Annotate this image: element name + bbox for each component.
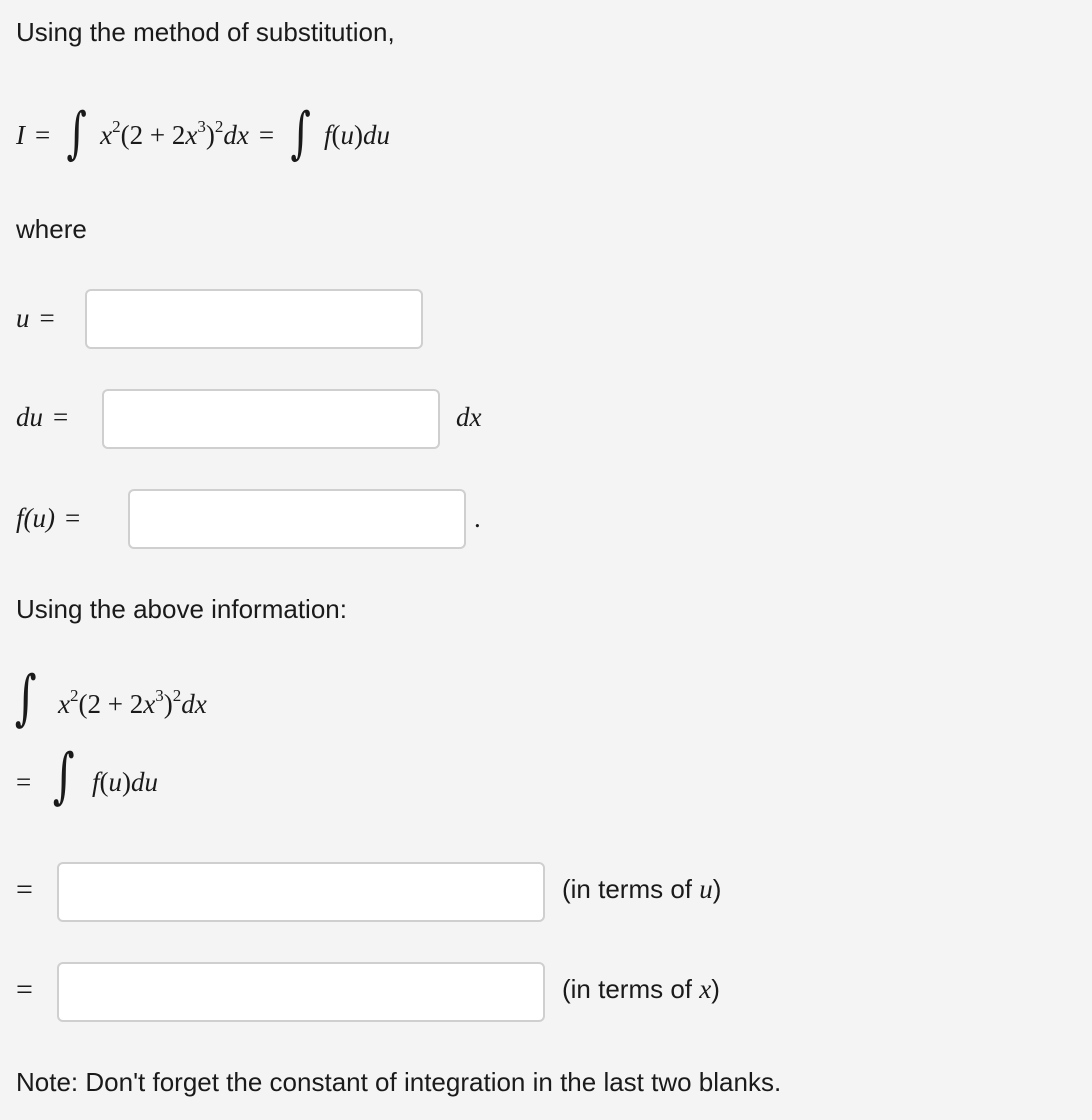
answer-x-input[interactable] [57, 962, 545, 1022]
note-text: Note: Don't forget the constant of integration in the last two blanks. [16, 1067, 782, 1097]
where-label: where [16, 214, 87, 244]
integral-sign-icon: ∫ [52, 741, 75, 811]
integral-sign-icon: ∫ [14, 663, 37, 733]
du-suffix: dx [456, 402, 482, 432]
intro-text: Using the method of substitution, [16, 17, 395, 47]
above-info-label: Using the above information: [16, 594, 347, 624]
integral-sign-icon: ∫ [66, 101, 88, 166]
equals-sign: = [16, 873, 33, 906]
equals-sign: = [16, 767, 32, 797]
u-input[interactable] [85, 289, 423, 349]
answer-u-input[interactable] [57, 862, 545, 922]
in-terms-of-u-hint: (in terms of u) [562, 874, 722, 904]
integral-label: I [16, 120, 25, 150]
in-terms-of-x-hint: (in terms of x) [562, 974, 720, 1004]
integral-equation: I = ∫ $x^2(2 + 2x^3)^2dx$ = ∫ f(u)du [16, 101, 391, 166]
fu-field-label: f(u) = [16, 503, 81, 533]
integral-sign-icon: ∫ [290, 101, 311, 166]
fu-input[interactable] [128, 489, 466, 549]
du-input[interactable] [102, 389, 440, 449]
integral-expression: $x^2(2 + 2x^3)^2dx$ [58, 686, 207, 719]
equals-sign: = [16, 973, 33, 1006]
u-field-label: u = [16, 303, 55, 333]
du-field-label: du = [16, 402, 69, 432]
fu-du-expression: f(u)du [92, 767, 159, 797]
fu-period: . [474, 503, 481, 533]
